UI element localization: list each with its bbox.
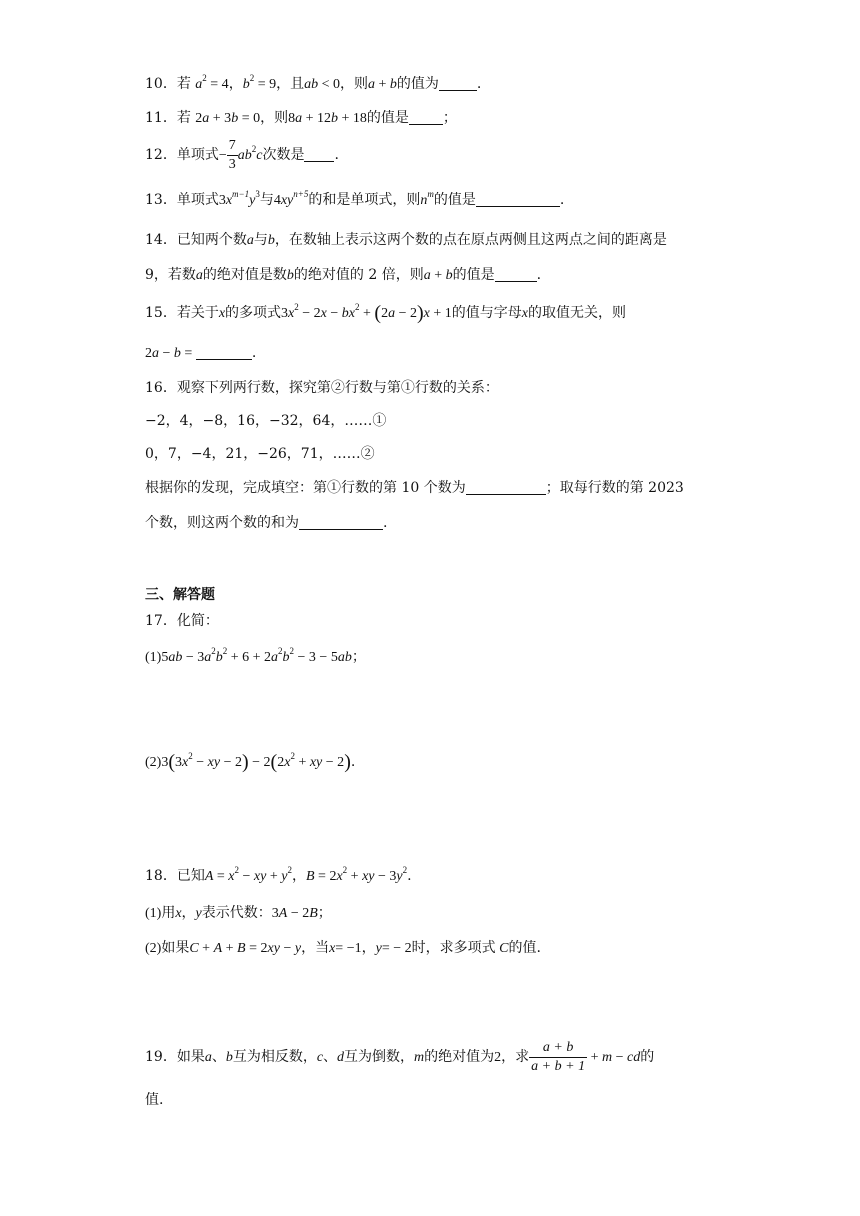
question-18: 18．已知$A = x^2$ − xy + $y^2$，$B = 2x^2$ + xy − $3y^2$. bbox=[145, 865, 412, 884]
question-17-part-2: $(2)3(3x^2$ − xy − $2) - 2(2x^2$ + xy − 2). bbox=[145, 751, 356, 773]
question-19-line2: 值. bbox=[145, 1092, 164, 1108]
sequence-row-1: −2，4，−8，16，−32，64，……① bbox=[145, 413, 387, 429]
section-heading: 三、解答题 bbox=[145, 587, 215, 603]
question-16-fill-2: 个数，则这两个数的和为 . bbox=[145, 515, 388, 531]
answer-blank[interactable] bbox=[304, 147, 334, 162]
answer-blank[interactable] bbox=[466, 480, 546, 495]
question-13: 13．单项式$3x^{m-1}y^3$与$4xy^{n+5}$的和是单项式，则$n^m$的值是 . bbox=[145, 189, 565, 208]
question-18-part-2: (2)如果C + A + B = 2xy − y，当x= −1，y= − 2时，求多项式 C的值. bbox=[145, 940, 541, 956]
answer-blank[interactable] bbox=[299, 515, 383, 530]
answer-blank[interactable] bbox=[439, 76, 477, 91]
question-17-part-1: $(1)5ab - 3a^2b^2 + 6 + 2a^2b^2 - 3 - 5ab$； bbox=[145, 646, 366, 665]
question-19: 19．如果a、b互为相反数，c、d互为倒数，m的绝对值为2，求 $\frac{a + b}{a + b + 1}$ + m − cd的 bbox=[145, 1039, 655, 1074]
question-12: 12．单项式− $\frac{7}{3}$ $ab^2c$次数是 . bbox=[145, 137, 339, 172]
question-15-line2: 2a − b = . bbox=[145, 345, 257, 361]
answer-blank[interactable] bbox=[409, 110, 443, 125]
fraction: $\frac{7}{3}$ bbox=[228, 137, 236, 172]
answer-blank[interactable] bbox=[196, 345, 252, 360]
question-11: 11．若 2a + 3b = 0，则8a + 12b + 18的值是 ； bbox=[145, 110, 457, 126]
question-14-line2: 9，若数a的绝对值是数b的绝对值的 2 倍，则a + b的值是 . bbox=[145, 267, 542, 283]
question-15: 15．若关于x的多项式$3x^2 - 2x - bx^2 + (2a - 2)x + 1$的值与字母x的取值无关，则 bbox=[145, 302, 627, 324]
answer-blank[interactable] bbox=[495, 267, 537, 282]
fraction: $\frac{a + b}{a + b + 1}$ bbox=[531, 1039, 586, 1074]
question-17: 17．化简： bbox=[145, 613, 219, 629]
answer-blank[interactable] bbox=[476, 192, 560, 207]
question-14: 14．已知两个数a与b，在数轴上表示这两个数的点在原点两侧且这两点之间的距离是 bbox=[145, 232, 667, 248]
question-10: 10．若 $a^2 = 4$，$b^2 = 9$，且ab < 0，则a + b的值为 . bbox=[145, 73, 482, 92]
math-expr: a bbox=[195, 77, 203, 92]
question-16-fill: 根据你的发现，完成填空：第①行数的第 10 个数为 ；取每行数的第 2023 bbox=[145, 480, 684, 496]
question-18-part-1: (1)用x，y表示代数：3A − 2B； bbox=[145, 905, 332, 921]
sequence-row-2: 0，7，−4，21，−26，71，……② bbox=[145, 446, 375, 462]
question-16: 16．观察下列两行数，探究第②行数与第①行数的关系： bbox=[145, 380, 499, 396]
